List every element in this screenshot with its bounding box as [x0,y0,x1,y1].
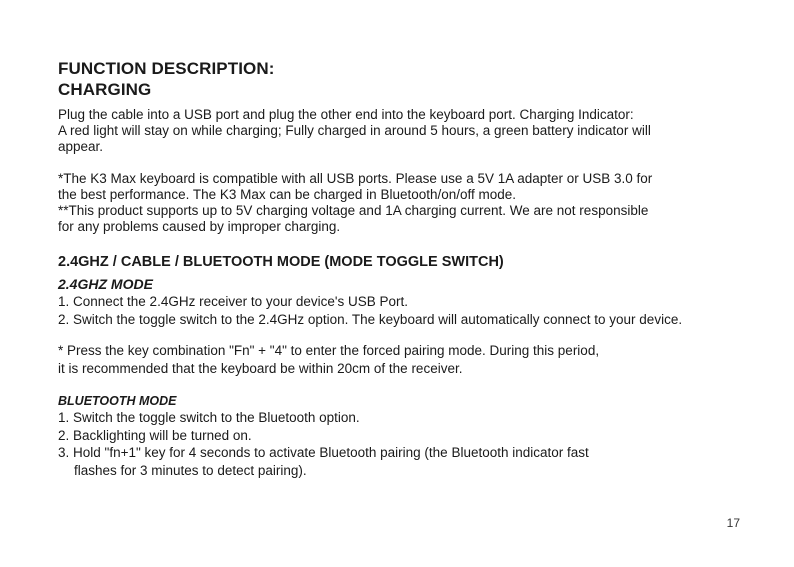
charging-paragraph-1 [58,107,748,155]
charging-p2-line1: *The K3 Max keyboard is compatible with all USB ports. Please use a 5V 1A adapter or USB 3.0 for [58,171,653,186]
bt-step-2: 2. Backlighting will be turned on. [58,427,252,443]
mode24-note-line2: it is recommended that the keyboard be within 20cm of the receiver. [58,360,463,376]
manual-page [58,58,748,479]
heading-24ghz-mode: 2.4GHZ MODE [58,276,153,292]
charging-p1-line2: A red light will stay on while charging; Fully charged in around 5 hours, a green battery indicator will [58,123,651,138]
mode24-step-1: 1. Connect the 2.4GHz receiver to your device's USB Port. [58,294,408,309]
heading-charging: CHARGING [58,80,152,99]
mode24-note [58,342,748,377]
charging-p2-line2: the best performance. The K3 Max can be charged in Bluetooth/on/off mode. [58,187,517,202]
heading-mode-toggle: 2.4GHZ / CABLE / BLUETOOTH MODE (MODE TOGGLE SWITCH) [58,254,504,270]
mode24-note-line1: * Press the key combination "Fn" + "4" to enter the forced pairing mode. During this period, [58,343,600,358]
page-number: 17 [726,516,740,530]
bt-step-1: 1. Switch the toggle switch to the Bluetooth option. [58,410,360,425]
bt-step-3-line2: flashes for 3 minutes to detect pairing). [74,462,307,478]
charging-p1-line1: Plug the cable into a USB port and plug the other end into the keyboard port. Charging Indicator: [58,107,634,122]
charging-paragraph-2 [58,171,748,235]
bt-step-3-line1: 3. Hold "fn+1" key for 4 seconds to activate Bluetooth pairing (the Bluetooth indicator fast [58,445,589,460]
charging-p1-line3: appear. [58,139,104,154]
charging-p2-line3: **This product supports up to 5V charging voltage and 1A charging current. We are not responsible [58,203,649,218]
heading-bluetooth-mode: BLUETOOTH MODE [58,394,177,408]
heading-function-description: FUNCTION DESCRIPTION: [58,59,275,78]
charging-p2-line4: for any problems caused by improper charging. [58,219,341,234]
mode24-step-2: 2. Switch the toggle switch to the 2.4GHz option. The keyboard will automatically connect to your device. [58,311,683,327]
